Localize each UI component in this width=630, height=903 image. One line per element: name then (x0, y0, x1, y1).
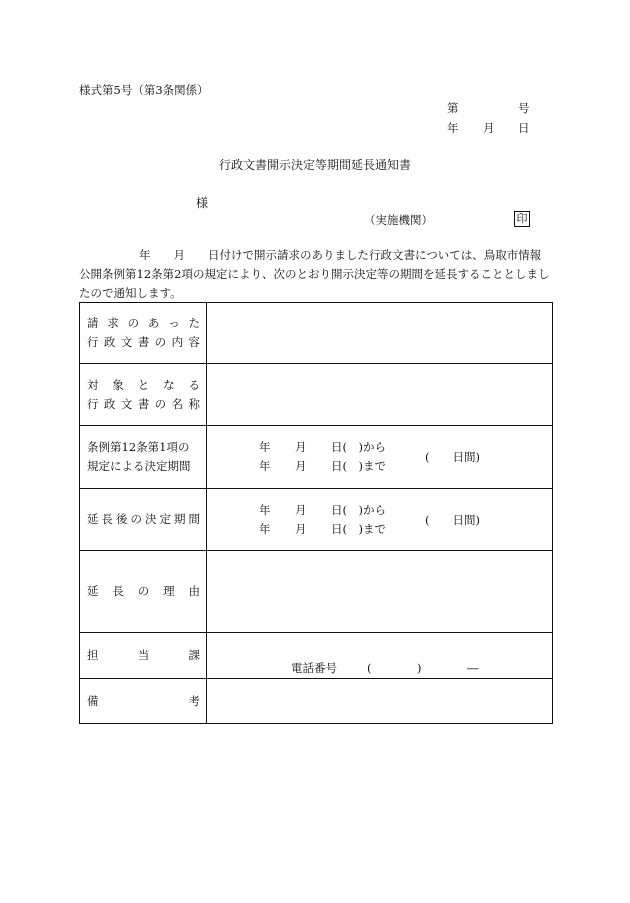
label-reason (80, 551, 207, 633)
notice-body-line: 年 月 日付けで開示請求のありました行政文書については、鳥取市情報 (139, 248, 542, 262)
label-line: 行 政 文 書 の 内 容 (87, 335, 200, 349)
label-line: 請 求 の あ っ た (87, 316, 200, 330)
date-year-label: 年 (447, 121, 459, 135)
period-month: 月 (295, 521, 307, 536)
notice-body-line: たので通知します。 (79, 286, 182, 300)
phone-number-line (291, 660, 479, 676)
field-department[interactable] (207, 633, 553, 679)
row-reason (80, 551, 553, 633)
field-request-content[interactable] (207, 303, 553, 364)
row-original-period (80, 426, 553, 489)
row-extended-period (80, 489, 553, 551)
period-day-to: 日( )まで (331, 521, 386, 536)
period-to-line (259, 520, 391, 539)
label-line: 備 考 (87, 693, 200, 708)
notice-body (79, 246, 553, 303)
period-month: 月 (295, 459, 307, 473)
label-line: 対 象 と な る (87, 377, 200, 392)
phone-dash: ― (467, 661, 479, 675)
label-line: 延 長 後 の 決 定 期 間 (87, 512, 200, 526)
document-number-suffix: 号 (518, 101, 530, 115)
period-year: 年 (259, 440, 271, 454)
row-document-name (80, 364, 553, 426)
label-remarks (80, 679, 207, 724)
period-from-line (259, 501, 391, 520)
field-extended-period[interactable] (207, 489, 553, 551)
label-line: 行 政 文 書 の 名 称 (87, 396, 200, 411)
field-document-name[interactable] (207, 364, 553, 426)
phone-paren-open: ( (367, 661, 372, 675)
label-extended-period (80, 489, 207, 551)
label-line: 規定による決定期間 (87, 459, 191, 473)
label-line: 条例第12条第1項の (87, 440, 190, 454)
period-days: ( 日間) (425, 512, 480, 527)
period-year: 年 (259, 459, 271, 473)
phone-label: 電話番号 (291, 661, 337, 675)
label-line: 延 長 の 理 由 (87, 584, 200, 598)
date-month-label: 月 (483, 121, 495, 135)
period-from-line (259, 438, 391, 457)
period-month: 月 (295, 502, 307, 517)
row-request-content (80, 303, 553, 364)
label-department (80, 633, 207, 679)
label-line: 担 当 課 (87, 648, 200, 662)
period-day-to: 日( )まで (331, 459, 386, 473)
document-title: 行政文書開示決定等期間延長通知書 (218, 158, 411, 172)
field-remarks[interactable] (207, 679, 553, 724)
period-month: 月 (295, 440, 307, 454)
notice-table (79, 302, 553, 724)
date-day-label: 日 (518, 121, 530, 135)
period-to-line (259, 457, 391, 476)
document-number-prefix: 第 (447, 101, 459, 115)
row-department (80, 633, 553, 679)
phone-paren-close: ) (417, 661, 422, 675)
label-request-content (80, 303, 207, 364)
form-number-label: 様式第5号（第3条関係） (79, 83, 209, 97)
seal-mark: 印 (514, 211, 530, 227)
label-original-period (80, 426, 207, 489)
notice-body-line: 公開条例第12条第2項の規定により、次のとおり開示決定等の期間を延長することとしまし (79, 267, 550, 281)
agency-label: （実施機関） (364, 213, 433, 227)
field-reason[interactable] (207, 551, 553, 633)
period-year: 年 (259, 502, 271, 517)
period-year: 年 (259, 521, 271, 536)
field-original-period[interactable] (207, 426, 553, 489)
label-document-name (80, 364, 207, 426)
row-remarks (80, 679, 553, 724)
addressee-suffix: 様 (196, 196, 209, 210)
period-day-from: 日( )から (331, 502, 386, 517)
period-days: ( 日間) (425, 450, 480, 464)
period-day-from: 日( )から (331, 440, 386, 454)
